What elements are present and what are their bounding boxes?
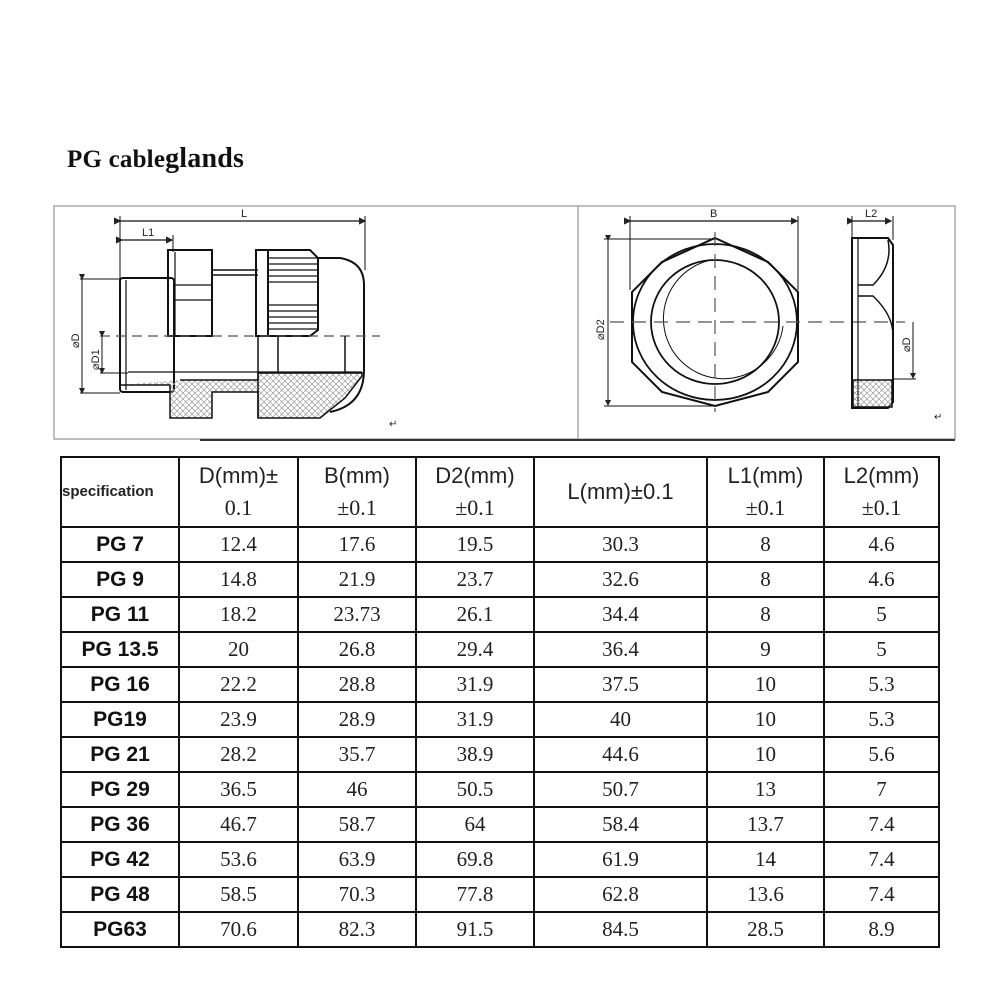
cell-L1: 9 xyxy=(707,632,824,667)
title-suffix: glands xyxy=(165,143,245,174)
cell-spec: PG 42 xyxy=(61,842,179,877)
cell-spec: PG 9 xyxy=(61,562,179,597)
cell-L: 50.7 xyxy=(534,772,707,807)
table-row xyxy=(61,702,939,737)
cell-L: 62.8 xyxy=(534,877,707,912)
table-row xyxy=(61,877,939,912)
cell-L2: 4.6 xyxy=(824,527,939,562)
header-L1: L1(mm) ±0.1 xyxy=(707,457,824,527)
cell-B: 28.8 xyxy=(298,667,416,702)
cell-spec: PG 7 xyxy=(61,527,179,562)
cell-spec: PG 48 xyxy=(61,877,179,912)
cell-L: 40 xyxy=(534,702,707,737)
cell-L1: 13 xyxy=(707,772,824,807)
cell-spec: PG 21 xyxy=(61,737,179,772)
title-prefix: PG cable xyxy=(67,146,166,173)
cell-L: 44.6 xyxy=(534,737,707,772)
label-B: B xyxy=(710,208,718,220)
cell-D2: 31.9 xyxy=(416,667,534,702)
header-D: D(mm)± 0.1 xyxy=(179,457,298,527)
cell-L1: 14 xyxy=(707,842,824,877)
header-L: L(mm)±0.1 xyxy=(534,457,707,527)
cell-D2: 77.8 xyxy=(416,877,534,912)
cell-spec: PG 36 xyxy=(61,807,179,842)
cell-B: 23.73 xyxy=(298,597,416,632)
cell-D2: 64 xyxy=(416,807,534,842)
cell-L1: 8 xyxy=(707,527,824,562)
cell-D: 28.2 xyxy=(179,737,298,772)
cell-B: 58.7 xyxy=(298,807,416,842)
cell-L2: 8.9 xyxy=(824,912,939,947)
cell-L2: 5 xyxy=(824,632,939,667)
cell-D: 70.6 xyxy=(179,912,298,947)
cell-L2: 5.6 xyxy=(824,737,939,772)
table-row xyxy=(61,737,939,772)
header-L2: L2(mm) ±0.1 xyxy=(824,457,939,527)
cell-L: 84.5 xyxy=(534,912,707,947)
return-mark-2: ↵ xyxy=(934,412,943,423)
cell-L1: 13.6 xyxy=(707,877,824,912)
cell-D2: 19.5 xyxy=(416,527,534,562)
table-row xyxy=(61,632,939,667)
table-row xyxy=(61,667,939,702)
table-row xyxy=(61,597,939,632)
label-D1: ⌀D1 xyxy=(90,349,102,370)
label-D2: ⌀D2 xyxy=(595,319,607,340)
cell-L2: 7.4 xyxy=(824,877,939,912)
cell-D: 53.6 xyxy=(179,842,298,877)
cell-D: 22.2 xyxy=(179,667,298,702)
cell-spec: PG 29 xyxy=(61,772,179,807)
cell-B: 46 xyxy=(298,772,416,807)
label-D: ⌀D xyxy=(70,333,82,348)
label-L: L xyxy=(241,208,248,220)
cell-L2: 5 xyxy=(824,597,939,632)
cell-L1: 13.7 xyxy=(707,807,824,842)
table-row xyxy=(61,912,939,947)
nut-side-view xyxy=(852,216,916,408)
gland-side-view xyxy=(80,216,380,418)
cell-L2: 5.3 xyxy=(824,667,939,702)
cell-D: 20 xyxy=(179,632,298,667)
cell-D: 23.9 xyxy=(179,702,298,737)
cell-L1: 8 xyxy=(707,562,824,597)
cell-L: 37.5 xyxy=(534,667,707,702)
cell-L: 36.4 xyxy=(534,632,707,667)
cell-D: 36.5 xyxy=(179,772,298,807)
cell-spec: PG 16 xyxy=(61,667,179,702)
cell-spec: PG 11 xyxy=(61,597,179,632)
cell-spec: PG 13.5 xyxy=(61,632,179,667)
table-row xyxy=(61,562,939,597)
cell-L2: 7 xyxy=(824,772,939,807)
table-row xyxy=(61,807,939,842)
cell-D2: 31.9 xyxy=(416,702,534,737)
cell-L: 58.4 xyxy=(534,807,707,842)
cell-spec: PG19 xyxy=(61,702,179,737)
cell-L2: 7.4 xyxy=(824,807,939,842)
label-D-nut: ⌀D xyxy=(901,337,913,352)
cell-B: 26.8 xyxy=(298,632,416,667)
cell-D: 12.4 xyxy=(179,527,298,562)
cell-D2: 91.5 xyxy=(416,912,534,947)
return-mark-1: ↵ xyxy=(389,419,398,430)
table-row xyxy=(61,842,939,877)
label-L2: L2 xyxy=(865,208,878,220)
cell-D2: 29.4 xyxy=(416,632,534,667)
cell-L: 61.9 xyxy=(534,842,707,877)
cell-B: 28.9 xyxy=(298,702,416,737)
technical-drawing xyxy=(0,0,1000,460)
cell-B: 70.3 xyxy=(298,877,416,912)
cell-D2: 26.1 xyxy=(416,597,534,632)
cell-L1: 10 xyxy=(707,667,824,702)
header-specification: specification xyxy=(61,457,179,527)
table-row xyxy=(61,772,939,807)
cell-L: 32.6 xyxy=(534,562,707,597)
cell-L2: 5.3 xyxy=(824,702,939,737)
label-L1: L1 xyxy=(142,227,155,239)
cell-L: 34.4 xyxy=(534,597,707,632)
cell-L1: 8 xyxy=(707,597,824,632)
cell-L: 30.3 xyxy=(534,527,707,562)
table-row xyxy=(61,527,939,562)
cell-D: 14.8 xyxy=(179,562,298,597)
cell-B: 63.9 xyxy=(298,842,416,877)
cell-B: 82.3 xyxy=(298,912,416,947)
header-B: B(mm) ±0.1 xyxy=(298,457,416,527)
cell-B: 17.6 xyxy=(298,527,416,562)
cell-D2: 23.7 xyxy=(416,562,534,597)
cell-D: 58.5 xyxy=(179,877,298,912)
cell-D2: 38.9 xyxy=(416,737,534,772)
cell-B: 21.9 xyxy=(298,562,416,597)
cell-B: 35.7 xyxy=(298,737,416,772)
header-D2: D2(mm) ±0.1 xyxy=(416,457,534,527)
cell-L2: 7.4 xyxy=(824,842,939,877)
cell-L1: 10 xyxy=(707,737,824,772)
spec-table xyxy=(60,456,940,948)
cell-L1: 28.5 xyxy=(707,912,824,947)
cell-D2: 69.8 xyxy=(416,842,534,877)
cell-L2: 4.6 xyxy=(824,562,939,597)
cell-spec: PG63 xyxy=(61,912,179,947)
cell-D: 18.2 xyxy=(179,597,298,632)
cell-L1: 10 xyxy=(707,702,824,737)
cell-D: 46.7 xyxy=(179,807,298,842)
cell-D2: 50.5 xyxy=(416,772,534,807)
table-header-row xyxy=(61,457,939,527)
